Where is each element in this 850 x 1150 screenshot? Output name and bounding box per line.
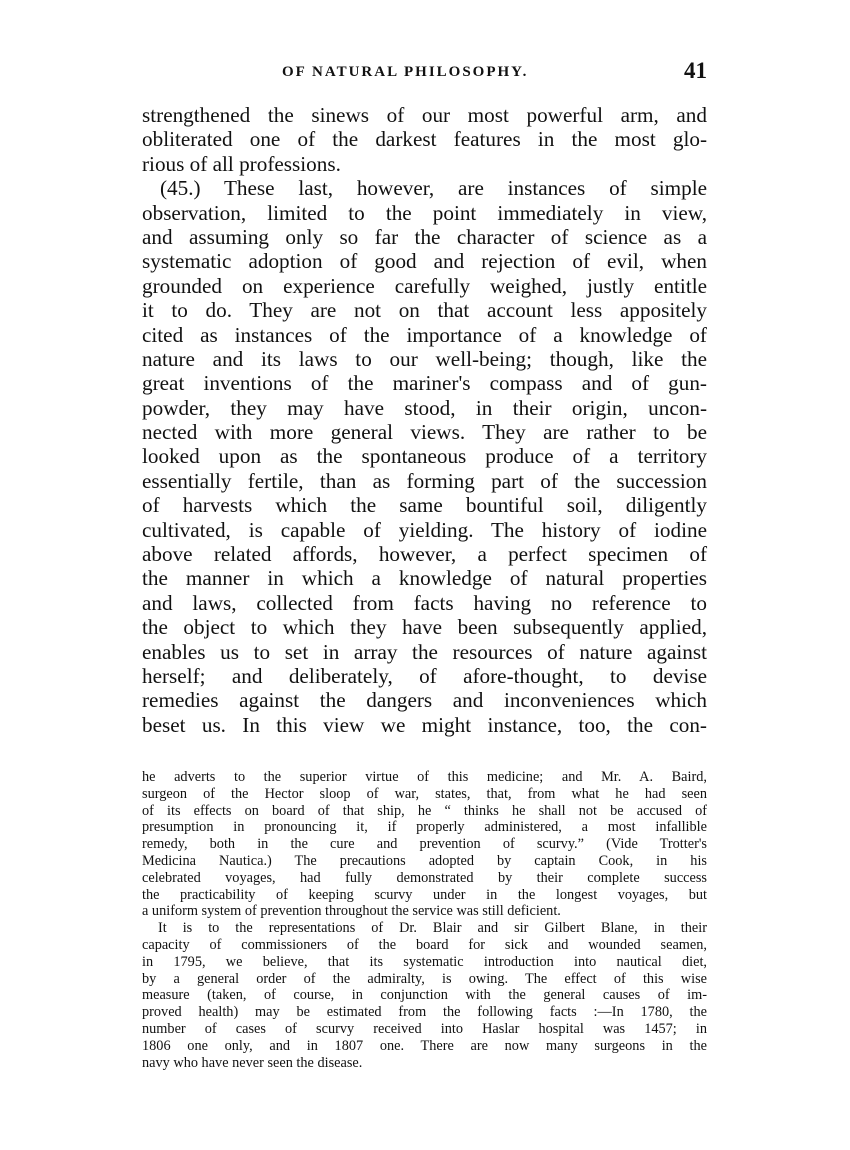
body-line: and laws, collected from facts having no reference to — [142, 590, 707, 615]
body-line: enables us to set in array the resources of nature against — [142, 639, 707, 664]
body-line: cultivated, is capable of yielding. The history of iodine — [142, 517, 707, 542]
footnote-line: remedy, both in the cure and prevention of scurvy.” (Vide Trotter's — [142, 836, 707, 853]
main-text — [142, 103, 707, 737]
footnote — [142, 769, 707, 1071]
footnote-line: proved health) may be estimated from the following facts :—In 1780, the — [142, 1004, 707, 1021]
body-line: looked upon as the spontaneous produce of a territory — [142, 444, 707, 469]
body-line: (45.) These last, however, are instances of simple — [160, 176, 707, 201]
body-line: rious of all professions. — [142, 151, 341, 176]
footnote-line: capacity of commissioners of the board for sick and wounded seamen, — [142, 936, 707, 953]
footnote-line: he adverts to the superior virtue of this medicine; and Mr. A. Baird, — [142, 769, 707, 785]
footnote-line: number of cases of scurvy received into Haslar hospital was 1457; in — [142, 1020, 707, 1037]
footnote-line: Medicina Nautica.) The precautions adopted by captain Cook, in his — [142, 852, 707, 869]
body-line: nected with more general views. They are rather to be — [142, 420, 707, 445]
footnote-line: by a general order of the admiralty, is owing. The effect of this wise — [142, 970, 707, 987]
page-number: 41 — [684, 58, 707, 83]
body-line: nature and its laws to our well-being; though, like the — [142, 346, 707, 371]
footnote-line: 1806 one only, and in 1807 one. There are now many surgeons in the — [142, 1037, 707, 1054]
body-line: great inventions of the mariner's compass and of gun- — [142, 371, 707, 396]
footnote-line: measure (taken, of course, in conjunction with the general causes of im- — [142, 987, 707, 1004]
footnote-line: presumption in pronouncing it, if properly administered, a most infallible — [142, 819, 707, 836]
footnote-line: in 1795, we believe, that its systematic introduction into nautical diet, — [142, 953, 707, 970]
body-line: of harvests which the same bountiful soil, diligently — [142, 493, 707, 518]
footnote-line: It is to the representations of Dr. Blair and sir Gilbert Blane, in their — [158, 920, 707, 937]
footnote-line: the practicability of keeping scurvy under in the longest voyages, but — [142, 886, 707, 903]
running-head: OF NATURAL PHILOSOPHY. — [282, 64, 529, 80]
body-line: powder, they may have stood, in their origin, uncon- — [142, 395, 707, 420]
body-line: the object to which they have been subsequently applied, — [142, 615, 707, 640]
body-line: essentially fertile, than as forming part of the succession — [142, 468, 707, 493]
footnote-line: surgeon of the Hector sloop of war, states, that, from what he had seen — [142, 785, 707, 802]
footnote-line: of its effects on board of that ship, he “ thinks he shall not be accused of — [142, 802, 707, 819]
body-line: systematic adoption of good and rejection of evil, when — [142, 249, 707, 274]
body-line: cited as instances of the importance of a knowledge of — [142, 322, 707, 347]
body-line: and assuming only so far the character of science as a — [142, 224, 707, 249]
body-line: beset us. In this view we might instance, too, the con- — [142, 712, 707, 737]
body-line: remedies against the dangers and inconveniences which — [142, 688, 707, 713]
body-line: observation, limited to the point immediately in view, — [142, 200, 707, 225]
body-line: the manner in which a knowledge of natural properties — [142, 566, 707, 591]
body-line: herself; and deliberately, of afore-thought, to devise — [142, 663, 707, 688]
body-line: it to do. They are not on that account less appositely — [142, 298, 707, 323]
page-header — [142, 58, 707, 90]
body-line: above related affords, however, a perfect specimen of — [142, 542, 707, 567]
body-line: strengthened the sinews of our most powerful arm, and — [142, 103, 707, 127]
body-line: grounded on experience carefully weighed, justly entitle — [142, 273, 707, 298]
body-line: obliterated one of the darkest features in the most glo- — [142, 127, 707, 152]
footnote-line: celebrated voyages, had fully demonstrated by their complete success — [142, 869, 707, 886]
footnote-line: a uniform system of prevention throughout the service was still deficient. — [142, 903, 561, 920]
footnote-line: navy who have never seen the disease. — [142, 1054, 363, 1071]
